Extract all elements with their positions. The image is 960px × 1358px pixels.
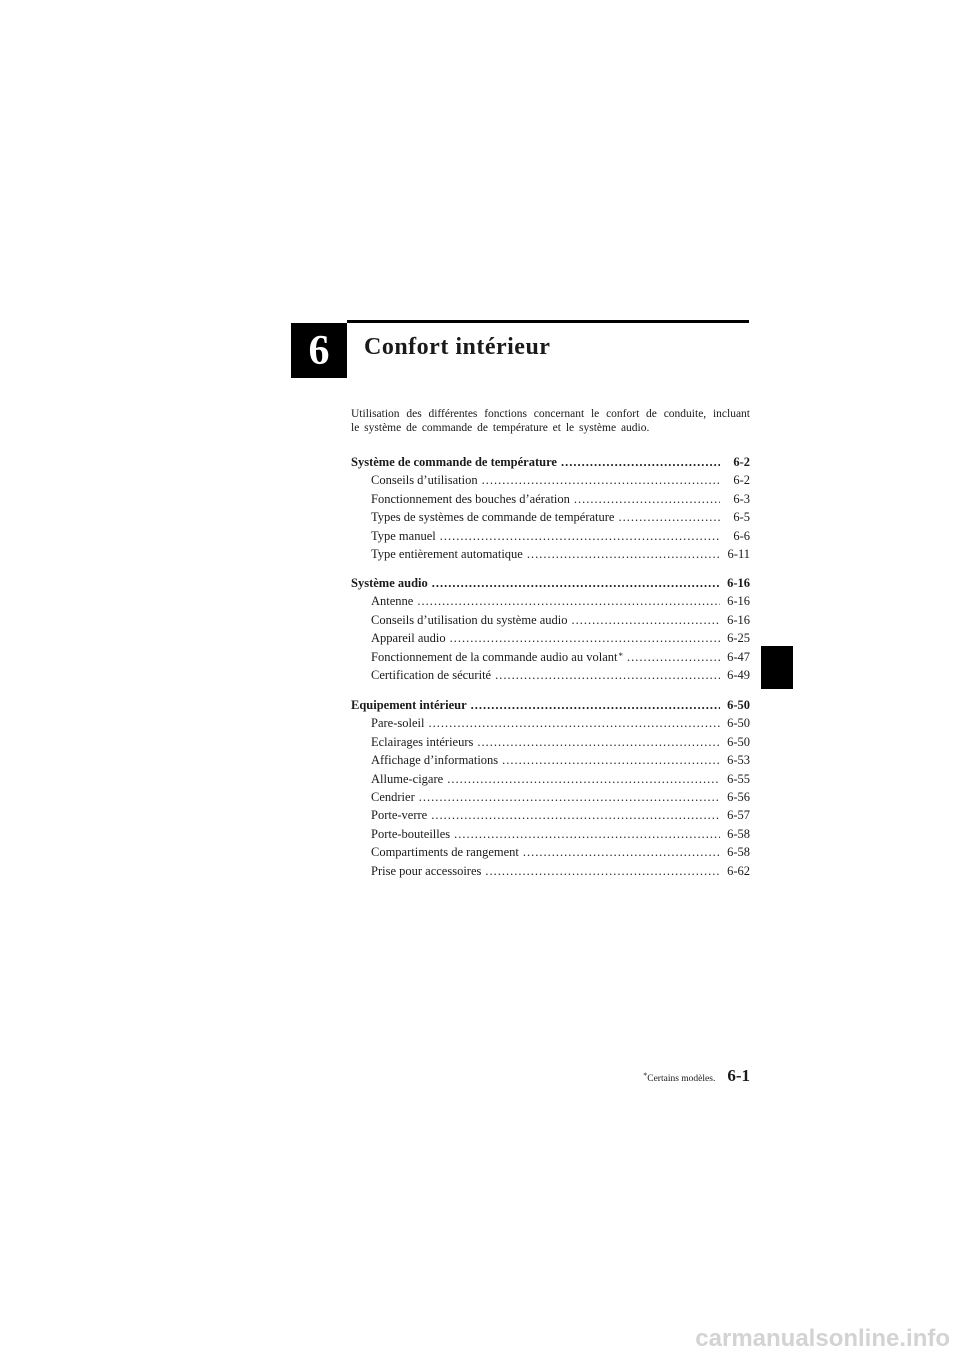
toc-entry-label: Prise pour accessoires: [371, 863, 482, 878]
toc-leader: [440, 529, 720, 544]
toc-page-number: 6-50: [727, 716, 750, 731]
toc-section-title: Système de commande de température: [351, 455, 557, 469]
toc-section-heading[interactable]: [351, 576, 750, 594]
toc-page-number: 6-6: [733, 528, 750, 543]
toc-entry-label: Affichage d’informations: [371, 753, 499, 768]
toc-leader: [627, 650, 720, 665]
chapter-title-rule: [347, 320, 749, 323]
intro-line: Utilisation des différentes fonctions concernant le confort de conduite, incluant: [351, 408, 750, 420]
toc-leader: [417, 594, 720, 609]
toc-entry-label: Appareil audio: [371, 631, 446, 646]
toc-entry-label: Antenne: [371, 594, 414, 609]
toc-entry[interactable]: [351, 510, 750, 528]
chapter-title: Confort intérieur: [364, 334, 551, 360]
toc-section-title: Système audio: [351, 576, 428, 590]
toc-leader: [527, 547, 720, 562]
toc-page-number: 6-57: [727, 808, 750, 823]
toc-leader: [447, 772, 720, 787]
page-footer: [618, 1066, 750, 1086]
toc-page-number: 6-16: [727, 612, 750, 627]
toc-entry[interactable]: [351, 790, 750, 808]
toc-entry[interactable]: [351, 772, 750, 790]
toc-page-number: 6-5: [733, 510, 750, 525]
toc-leader: [432, 576, 720, 591]
toc-section-heading[interactable]: [351, 698, 750, 716]
toc-page-number: 6-11: [727, 546, 750, 561]
chapter-side-tab: [761, 646, 793, 689]
toc-entry-label: Cendrier: [371, 789, 415, 804]
toc-entry[interactable]: [351, 492, 750, 510]
footnote-text: Certains modèles.: [647, 1074, 716, 1084]
toc-leader: [523, 845, 720, 860]
model-specific-marker: *: [618, 650, 623, 661]
toc-entry-label: Compartiments de rangement: [371, 845, 519, 860]
toc-leader: [485, 864, 720, 879]
toc-entry[interactable]: [351, 631, 750, 649]
toc-leader: [482, 473, 720, 488]
toc-page-number: 6-3: [733, 491, 750, 506]
toc-page-number: 6-53: [727, 753, 750, 768]
toc-page-number: 6-58: [727, 826, 750, 841]
toc-leader: [502, 753, 720, 768]
toc-leader: [574, 492, 720, 507]
toc-page-number: 6-62: [727, 863, 750, 878]
toc-page-number: 6-56: [727, 789, 750, 804]
toc-entry[interactable]: [351, 473, 750, 491]
intro-line: le système de commande de température et le système audio.: [351, 422, 650, 434]
toc-entry[interactable]: [351, 547, 750, 565]
toc-entry[interactable]: [351, 845, 750, 863]
toc-entry[interactable]: [351, 808, 750, 826]
toc-section-climate: [351, 455, 750, 565]
toc-section-audio: [351, 576, 750, 686]
toc-page-number: 6-55: [727, 771, 750, 786]
toc-entry-label: Allume-cigare: [371, 771, 444, 786]
toc-page-number: 6-25: [727, 631, 750, 646]
toc-entry-label: Type entièrement automatique: [371, 546, 523, 561]
chapter-number: 6: [308, 327, 330, 374]
toc-entry[interactable]: [351, 864, 750, 882]
toc-entry-label: Fonctionnement de la commande audio au volant: [371, 649, 618, 664]
toc-leader: [572, 613, 720, 628]
toc-entry[interactable]: [351, 594, 750, 612]
toc-leader: [428, 716, 720, 731]
page-number: 6-1: [727, 1066, 750, 1085]
toc-section-title: Equipement intérieur: [351, 698, 467, 712]
toc-entry[interactable]: [351, 716, 750, 734]
toc-leader: [561, 455, 720, 470]
toc-entry-label: Porte-bouteilles: [371, 826, 451, 841]
chapter-intro: [351, 407, 750, 435]
toc-entry-label: Eclairages intérieurs: [371, 734, 474, 749]
toc-leader: [454, 827, 720, 842]
toc-page-number: 6-47: [727, 649, 750, 664]
toc-section-interior: [351, 698, 750, 882]
toc-entry-label: Certification de sécurité: [371, 667, 492, 682]
toc-section-heading[interactable]: [351, 455, 750, 473]
toc-entry[interactable]: [351, 668, 750, 686]
toc-leader: [495, 668, 720, 683]
toc-entry-label: Conseils d’utilisation: [371, 473, 478, 488]
chapter-number-badge: [291, 323, 347, 378]
toc-entry[interactable]: [351, 735, 750, 753]
toc-entry[interactable]: [351, 613, 750, 631]
toc-entry[interactable]: [351, 650, 750, 668]
toc-page-number: 6-2: [733, 473, 750, 488]
model-specific-marker: *: [643, 1071, 648, 1080]
site-watermark: carmanualsonline.info: [695, 1325, 950, 1352]
toc-leader: [419, 790, 720, 805]
toc-page-number: 6-2: [733, 455, 750, 469]
toc-entry-label: Porte-verre: [371, 808, 428, 823]
toc-entry-label: Fonctionnement des bouches d’aération: [371, 491, 570, 506]
toc-entry-label: Pare-soleil: [371, 716, 425, 731]
toc-entry[interactable]: [351, 529, 750, 547]
toc-leader: [450, 631, 720, 646]
toc-page-number: 6-50: [727, 734, 750, 749]
toc-page-number: 6-16: [727, 594, 750, 609]
toc-leader: [471, 698, 720, 713]
toc-entry[interactable]: [351, 827, 750, 845]
toc-entry-label: Conseils d’utilisation du système audio: [371, 612, 568, 627]
toc-leader: [477, 735, 720, 750]
toc-entry-label: Type manuel: [371, 528, 436, 543]
toc-entry[interactable]: [351, 753, 750, 771]
toc-leader: [431, 808, 720, 823]
footnote: [642, 1071, 716, 1084]
toc-entry-label: Types de systèmes de commande de température: [371, 510, 615, 525]
toc-page-number: 6-49: [727, 667, 750, 682]
toc-leader: [618, 510, 720, 525]
toc-page-number: 6-16: [727, 576, 750, 590]
toc-page-number: 6-58: [727, 845, 750, 860]
toc-page-number: 6-50: [727, 698, 750, 712]
